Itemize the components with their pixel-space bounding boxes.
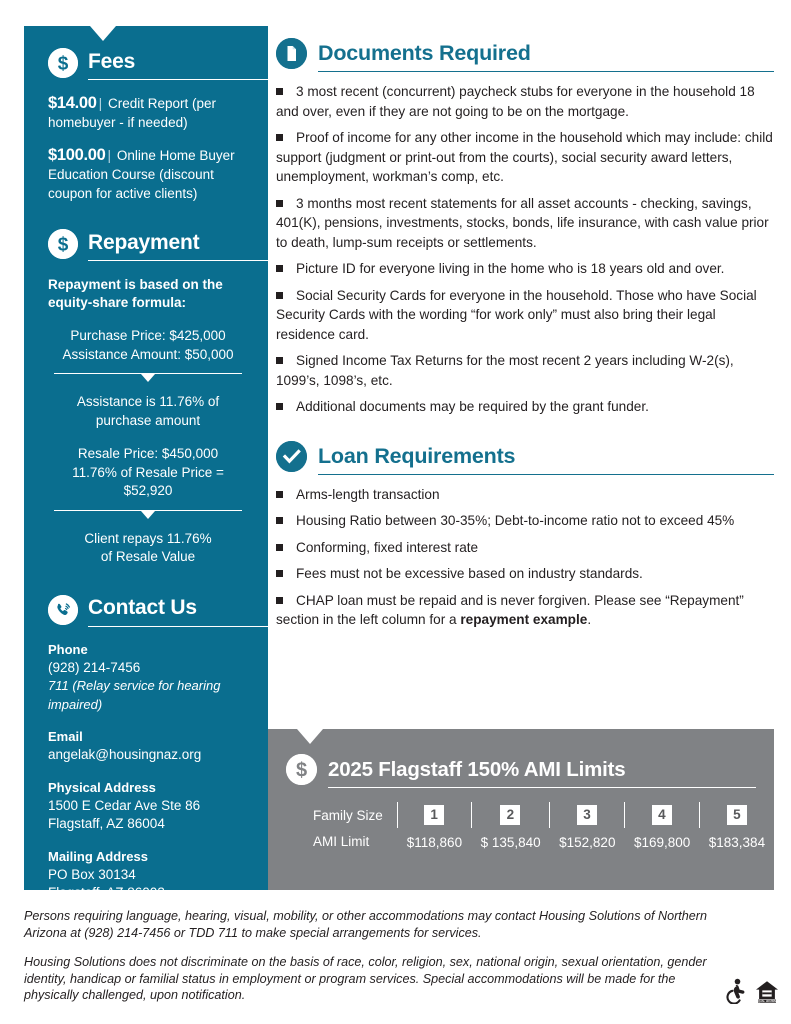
table-cell [700,802,774,828]
list-item [276,259,774,279]
section-title-repayment: Repayment [88,230,200,254]
list-item [276,538,774,558]
fee-amount: $100.00 [48,146,106,164]
section-rule-fees [88,79,292,80]
list-item [276,511,774,531]
ami-limits-panel [268,729,774,890]
contact-address-line: 1500 E Cedar Ave Ste 86 [48,797,201,813]
table-cell [472,802,550,828]
section-rule-documents [318,71,774,72]
bullet-square-icon [276,265,283,272]
phone-ringing-icon [48,595,78,625]
list-item-text: Fees must not be excessive based on industry standards. [296,566,643,581]
bullet-square-icon [276,570,283,577]
svg-text:$: $ [57,234,69,256]
list-item-text: Additional documents may be required by the grant funder. [296,399,649,414]
family-size-badge: 1 [424,805,444,825]
table-cell [398,802,471,828]
table-cell [625,802,699,828]
list-item [276,351,774,390]
list-item-emphasis: repayment example [460,612,588,627]
contact-group-physical-address [48,779,248,834]
list-item-text: 3 months most recent statements for all asset accounts - checking, savings, 401(K), pensions, investments, stocks, bonds, life insurance, with cash value prior to death, lump-sum receipts or settlements. [276,195,769,250]
svg-text:$: $ [57,53,69,75]
list-item-text: Conforming, fixed interest rate [296,539,479,555]
contact-group-phone [48,641,248,715]
loan-requirements-list [276,485,774,630]
fee-divider: | [98,96,103,111]
contact-relay-service: 711 (Relay service for hearing impaired) [48,678,221,712]
bullet-square-icon [276,357,283,364]
contact-address-line: Flagstaff, AZ 86004 [48,816,165,831]
bullet-square-icon [276,134,283,141]
equal-housing-opportunity-icon [754,978,780,1009]
section-header-ami-limits [268,729,774,785]
repayment-intro: Repayment is based on the equity-share formula: [48,277,223,310]
table-cell: $169,800 [633,834,691,850]
flow-arrow-1 [54,373,242,385]
footer-paragraph-nondiscrimination: Housing Solutions does not discriminate on the basis of race, color, religion, sex, national origin, sexual orientation, gender identity, handicap or familial status in employment or program services. Special accommodations will be made for the physically challenged, upon notification. [24,955,707,1002]
contact-address-line: PO Box 30134 [48,866,136,882]
fee-divider: | [107,148,112,163]
repayment-step-line: Assistance is 11.76% of [76,394,220,409]
documents-required-list [276,82,774,417]
table-cell: $ 135,840 [480,834,541,850]
table-row-family-size [313,802,774,828]
contact-label: Email [48,729,83,744]
repayment-step-2 [48,393,248,430]
svg-text:$: $ [295,759,308,782]
bullet-square-icon [276,597,283,604]
repayment-step-line: 11.76% of Resale Price = $52,920 [72,464,224,498]
contact-group-email [48,728,248,765]
panel-notch [297,729,323,744]
section-title-contact: Contact Us [88,596,197,619]
table-cell: $152,820 [559,834,616,850]
contact-address-line: Flagstaff, AZ 86003 [48,885,165,900]
left-sidebar-panel [24,26,268,900]
list-item-text: 3 most recent (concurrent) paycheck stubs for everyone in the household 18 and over, even if they are not going to be on the mortgage. [276,84,755,119]
fee-amount: $14.00 [48,94,97,112]
list-item [276,485,774,505]
dollar-circle-icon [48,229,78,259]
dollar-circle-icon [48,48,78,78]
section-title-ami-limits: 2025 Flagstaff 150% AMI Limits [328,757,626,781]
section-header-contact [48,595,248,625]
repayment-step-1 [48,327,248,364]
list-item [276,397,774,417]
bullet-square-icon [276,88,283,95]
table-cell: $118,860 [406,834,463,850]
list-item-text: Arms-length transaction [296,486,440,502]
contact-group-mailing-address [48,848,248,903]
family-size-badge: 2 [500,805,520,825]
ami-limits-table [313,802,774,854]
bullet-square-icon [276,544,283,551]
repayment-step-line: purchase amount [95,412,201,428]
family-size-badge: 3 [577,805,597,825]
list-item-text: Housing Ratio between 30-35%; Debt-to-income ratio not to exceed 45% [296,513,735,528]
list-item [276,564,774,584]
bullet-square-icon [276,403,283,410]
section-title-fees: Fees [88,49,136,73]
fee-description: Online Home Buyer Education Course (discount coupon for active clients) [48,148,235,201]
footer-disclaimer [24,908,714,1017]
fee-item-education-course [48,146,248,203]
list-item-text: Signed Income Tax Returns for the most recent 2 years including W-2(s), 1099’s, 1098’s, etc. [276,353,734,388]
table-cell [550,802,624,828]
flow-arrow-2 [54,510,242,522]
repayment-step-line: Purchase Price: $425,000 [70,328,226,343]
contact-phone-number[interactable]: (928) 214-7456 [48,659,141,675]
accessibility-wheelchair-icon [722,978,748,1009]
list-item-text: Proof of income for any other income in the household which may include: child support (judgment or print-out from the courts), social security award letters, unemployment, workman’s comp, etc. [276,130,773,184]
section-header-documents-required [276,38,774,69]
repayment-step-line: Assistance Amount: $50,000 [62,346,234,362]
contact-label: Phone [48,641,88,657]
table-row-header: Family Size [313,807,383,823]
bullet-square-icon [276,292,283,299]
list-item [276,194,774,253]
main-content-column [276,38,774,637]
dollar-circle-icon [286,754,317,785]
list-item [276,82,774,121]
family-size-badge: 4 [652,805,672,825]
footer-paragraph-accommodations: Persons requiring language, hearing, visual, mobility, or other accommodations may contact Housing Solutions of Northern Arizona at (928) 214-7456 or TDD 711 to make special arrangements for services. [24,909,707,940]
section-rule-ami-limits [328,787,756,788]
bullet-square-icon [276,200,283,207]
section-title-documents-required: Documents Required [318,41,531,65]
contact-label: Physical Address [48,779,156,795]
repayment-step-line: Client repays 11.76% [84,530,212,546]
list-item [276,286,774,345]
table-row-ami-limit [313,828,774,854]
repayment-step-3 [48,445,248,501]
section-header-loan-requirements [276,441,774,472]
section-rule-loan-requirements [318,474,774,475]
repayment-step-line: Resale Price: $450,000 [77,446,219,461]
document-circle-icon [276,38,307,69]
list-item [276,591,774,630]
fee-item-credit-report [48,94,248,132]
contact-label: Mailing Address [48,848,148,864]
table-cell: $183,384 [708,834,766,850]
section-title-loan-requirements: Loan Requirements [318,443,516,468]
contact-email-address[interactable]: angelak@housingnaz.org [48,747,202,762]
footer-icon-group [722,978,780,1009]
list-item [276,128,774,187]
section-header-repayment [48,229,248,259]
panel-notch [90,26,116,41]
list-item-text: CHAP loan must be repaid and is never forgiven. Please see “Repayment” section in the left column for a [276,592,744,627]
repayment-step-line: of Resale Value [100,549,196,564]
section-header-fees [48,48,248,78]
fee-description: Credit Report (per homebuyer - if needed) [48,96,216,130]
section-rule-repayment [88,260,292,261]
table-row-header: AMI Limit [313,833,370,849]
section-rule-contact [88,626,292,627]
check-circle-icon [276,441,307,472]
svg-text:EQUAL HOUSING: EQUAL HOUSING [756,1000,778,1004]
list-item-suffix: . [587,612,592,627]
list-item-text: Social Security Cards for everyone in the household. Those who have Social Security Cards with the wording “for work only” must also bring their legal residence card. [276,287,757,342]
bullet-square-icon [276,491,283,498]
list-item-text: Picture ID for everyone living in the home who is 18 years old and over. [296,261,725,276]
repayment-step-4 [48,530,248,567]
family-size-badge: 5 [727,805,747,825]
bullet-square-icon [276,517,283,524]
